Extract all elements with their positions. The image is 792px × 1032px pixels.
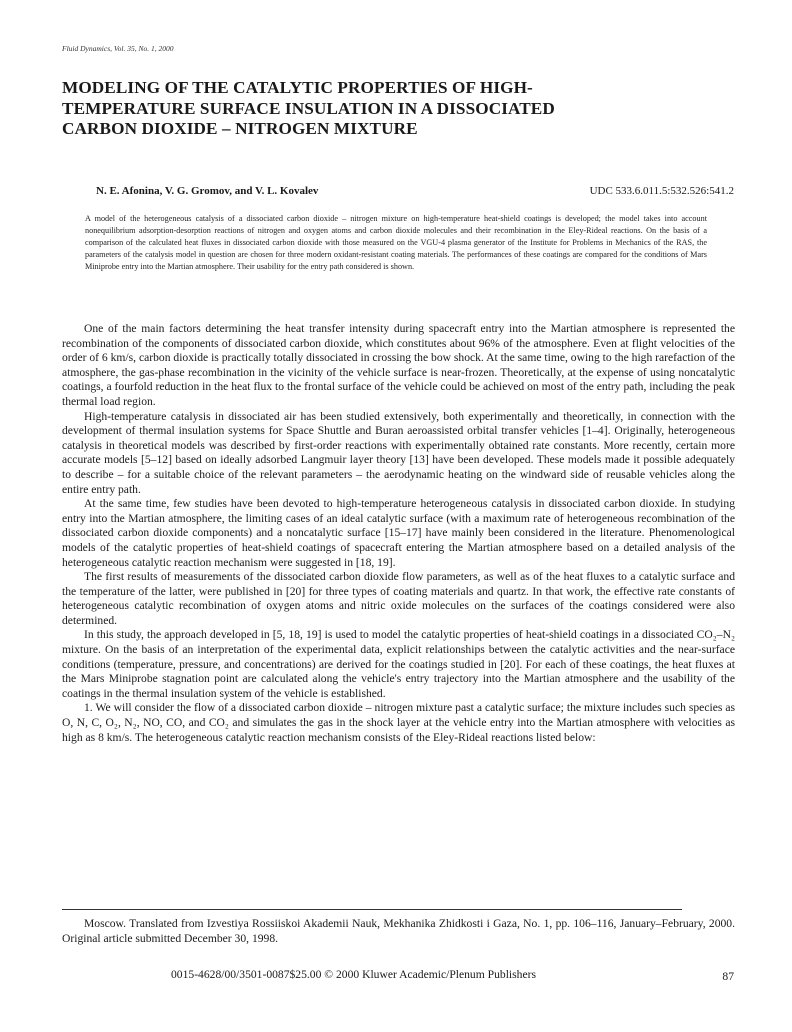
running-head: Fluid Dynamics, Vol. 35, No. 1, 2000: [62, 44, 174, 53]
paragraph-2: High-temperature catalysis in dissociated air has been studied extensively, both experimentally and theoretically, in connection with the development of thermal insulation systems for Space Shuttle and Buran aeroassisted orbital transfer vehicles [1–4]. Originally, heterogeneous catalysis in theoretical models was described by first-order reactions with experimentally obtained rate constants. More recently, certain more accurate models [5–12] based on ideally adsorbed Langmuir layer theory [13] have been developed. These models made it possible adequately to describe – for a suitable choice of the relevant parameters – the aerodynamic heating on the windward side of reusable vehicles along the entire entry path.: [62, 409, 735, 496]
paragraph-6: 1. We will consider the flow of a dissociated carbon dioxide – nitrogen mixture past a catalytic surface; the mixture includes such species as O, N, C, O₂, N₂, NO, CO, and CO₂ and simulates the gas in the shock layer at the vehicle entry into the Martian atmosphere with velocities as high as 8 km/s. The heterogeneous catalytic reaction mechanism consists of the Eley-Rideal reactions listed below:: [62, 701, 735, 744]
publisher-line: 0015-4628/00/3501-0087$25.00 © 2000 Kluwer Academic/Plenum Publishers: [171, 968, 536, 981]
footnote: Moscow. Translated from Izvestiya Rossiiskoi Akademii Nauk, Mekhanika Zhidkosti i Gaza, No. 1, pp. 106–116, January–February, 2000. Original article submitted December 30, 1998.: [62, 917, 735, 945]
page-number: 87: [722, 970, 734, 983]
paragraph-1: One of the main factors determining the heat transfer intensity during spacecraft entry into the Martian atmosphere is represented the recombination of the components of dissociated carbon dioxide, which constitutes about 96% of the atmosphere. Even at flight velocities of the order of 6 km/s, carbon dioxide is practically totally dissociated in crossing the bow shock. At the same time, owing to the high rarefaction of the atmosphere, the gas-phase recombination in the vicinity of the vehicle surface is near-frozen. Theoretically, at the expense of using noncatalytic coatings, a fourfold reduction in the heat flux to the frontal surface of the vehicle could be achieved on most of the entry path, including the peak thermal load region.: [62, 322, 735, 408]
paragraph-3: At the same time, few studies have been devoted to high-temperature heterogeneous catalysis in dissociated carbon dioxide. In studying entry into the Martian atmosphere, the limiting cases of an ideal catalytic surface (with a maximum rate of heterogeneous recombination of the dissociated carbon dioxide components) and a noncatalytic surface [15–17] have mainly been considered in the literature. Phenomenological models of the catalytic properties of heat-shield coatings of spacecraft entering the Martian atmosphere based on a detailed analysis of the heterogeneous catalytic reaction mechanism were suggested in [18, 19].: [62, 497, 735, 569]
body-text: [62, 322, 735, 745]
article-title: MODELING OF THE CATALYTIC PROPERTIES OF HIGH-TEMPERATURE SURFACE INSULATION IN A DISSOCIATED CARBON DIOXIDE – NITROGEN MIXTURE: [62, 78, 555, 138]
udc-code: UDC 533.6.011.5:532.526:541.2: [589, 185, 734, 197]
paragraph-4: The first results of measurements of the dissociated carbon dioxide flow parameters, as well as of the heat fluxes to a catalytic surface and the temperature of the latter, were published in [20] for three types of coating materials and quartz. In that work, the effective rate constants of heterogeneous catalytic recombination of oxygen atoms and nitric oxide molecules on the surfaces of the coatings considered were also determined.: [62, 570, 735, 627]
paragraph-5: In this study, the approach developed in [5, 18, 19] is used to model the catalytic properties of heat-shield coatings in a dissociated CO₂–N₂ mixture. On the basis of an interpretation of the experimental data, explicit relationships between the catalytic activities and the near-surface conditions (temperature, pressure, and concentrations) are derived for the coatings studied in [20]. For each of these coatings, the heat fluxes at the Mars Miniprobe stagnation point are calculated along the vehicle's entry trajectory into the Martian atmosphere and the usability of the coatings in the thermal insulation system of the vehicle is established.: [62, 628, 735, 700]
author-list: N. E. Afonina, V. G. Gromov, and V. L. Kovalev: [96, 185, 319, 197]
footnote-divider: [62, 909, 682, 910]
abstract: A model of the heterogeneous catalysis of a dissociated carbon dioxide – nitrogen mixture on high-temperature heat-shield coatings is developed; the model takes into account nonequilibrium adsorption-desorption reactions of nitrogen and oxygen atoms and carbon dioxide molecules and their recombination in the Eley-Rideal reactions. On the basis of a comparison of the calculated heat fluxes in dissociated carbon dioxide with those measured on the VGU-4 plasma generator of the Institute for Problems in Mechanics of the RAS, the parameters of the catalysis model in question are chosen for three modern oxidant-resistant coating materials. The performances of these coatings are compared for the conditions of Mars Miniprobe entry into the Martian atmosphere. Their usability for the entry path considered is shown.: [85, 214, 707, 271]
